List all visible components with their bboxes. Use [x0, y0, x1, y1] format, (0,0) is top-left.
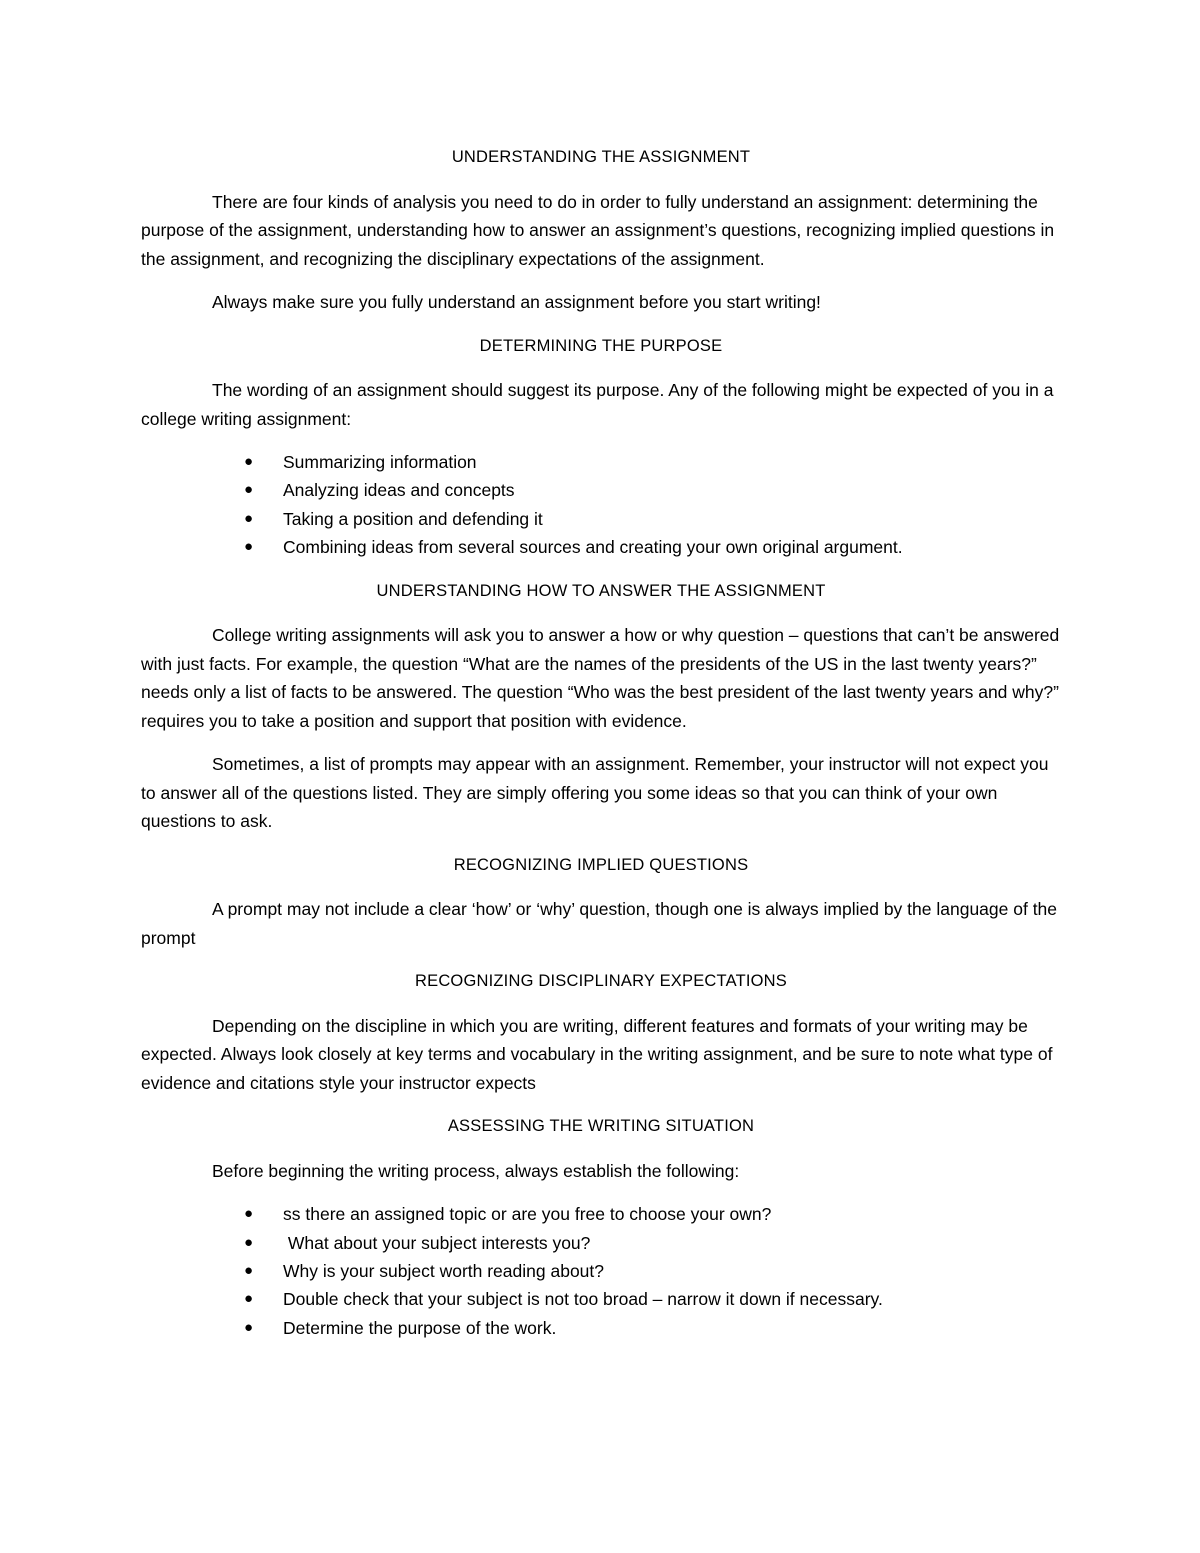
section-heading-purpose: DETERMINING THE PURPOSE [479, 336, 723, 355]
paragraph-reminder: Always make sure you fully understand an assignment before you start writing! [212, 292, 821, 312]
list-item: ● Summarizing information [141, 448, 1061, 476]
list-item: ● Determine the purpose of the work. [141, 1314, 1061, 1342]
bullet-icon: ● [244, 509, 254, 527]
document-page [141, 143, 1061, 1342]
bullet-icon: ● [244, 1205, 254, 1223]
list-item: ● What about your subject interests you? [141, 1229, 1061, 1257]
bullet-icon: ● [244, 1290, 254, 1308]
paragraph-purpose: The wording of an assignment should suggest its purpose. Any of the following might be expected of you in a college writing assignment: [141, 380, 1054, 429]
list-item: ● Combining ideas from several sources and creating your own original argument. [141, 533, 1061, 561]
section-heading-disciplinary: RECOGNIZING DISCIPLINARY EXPECTATIONS [415, 972, 787, 991]
bullet-icon: ● [244, 481, 254, 499]
bullet-icon: ● [244, 1233, 254, 1251]
paragraph-disciplinary: Depending on the discipline in which you are writing, different features and formats of your writing may be expected. Always look closely at key terms and vocabulary in the writing assignment, and be sure to note what type of evidence and citations style your instructor expects [141, 1015, 1053, 1093]
list-item: ● Why is your subject worth reading about? [141, 1257, 1061, 1285]
bullet-icon: ● [244, 1318, 254, 1336]
paragraph-prompts: Sometimes, a list of prompts may appear with an assignment. Remember, your instructor will not expect you to answer all of the questions listed. They are simply offering you some ideas so that you can think of your own questions to ask. [141, 754, 1049, 832]
section-heading-implied-questions: RECOGNIZING IMPLIED QUESTIONS [453, 855, 749, 874]
writing-situation-bullet-list [141, 1200, 1061, 1342]
purpose-bullet-list [141, 448, 1061, 562]
paragraph-how-why: College writing assignments will ask you to answer a how or why question – questions that can’t be answered with just facts. For example, the question “What are the names of the presidents of the US in the last twenty years?” needs only a list of facts to be answered. The question “Who was the best president of the last twenty years and why?” requires you to take a position and support that position with evidence. [141, 625, 1060, 731]
section-heading-understanding: UNDERSTANDING THE ASSIGNMENT [451, 148, 751, 166]
list-item: ● Analyzing ideas and concepts [141, 476, 1061, 504]
section-heading-how-to-answer: UNDERSTANDING HOW TO ANSWER THE ASSIGNMENT [376, 581, 826, 600]
list-item: ● Taking a position and defending it [141, 505, 1061, 533]
bullet-icon: ● [244, 538, 254, 556]
bullet-icon: ● [244, 1261, 254, 1279]
paragraph-implied: A prompt may not include a clear ‘how’ or ‘why’ question, though one is always implied by the language of the prompt [141, 899, 1058, 948]
list-item: ● ss there an assigned topic or are you free to choose your own? [141, 1200, 1061, 1228]
paragraph-intro: There are four kinds of analysis you need to do in order to fully understand an assignment: determining the purpose of the assignment, understanding how to answer an assignment’s questions, recognizing implied questions in the assignment, and recognizing the disciplinary expectations of the assignment. [141, 191, 1055, 269]
list-item: ● Double check that your subject is not too broad – narrow it down if necessary. [141, 1285, 1061, 1313]
bullet-icon: ● [244, 453, 254, 470]
paragraph-writing-situation: Before beginning the writing process, always establish the following: [212, 1160, 740, 1181]
section-heading-writing-situation: ASSESSING THE WRITING SITUATION [447, 1117, 755, 1136]
